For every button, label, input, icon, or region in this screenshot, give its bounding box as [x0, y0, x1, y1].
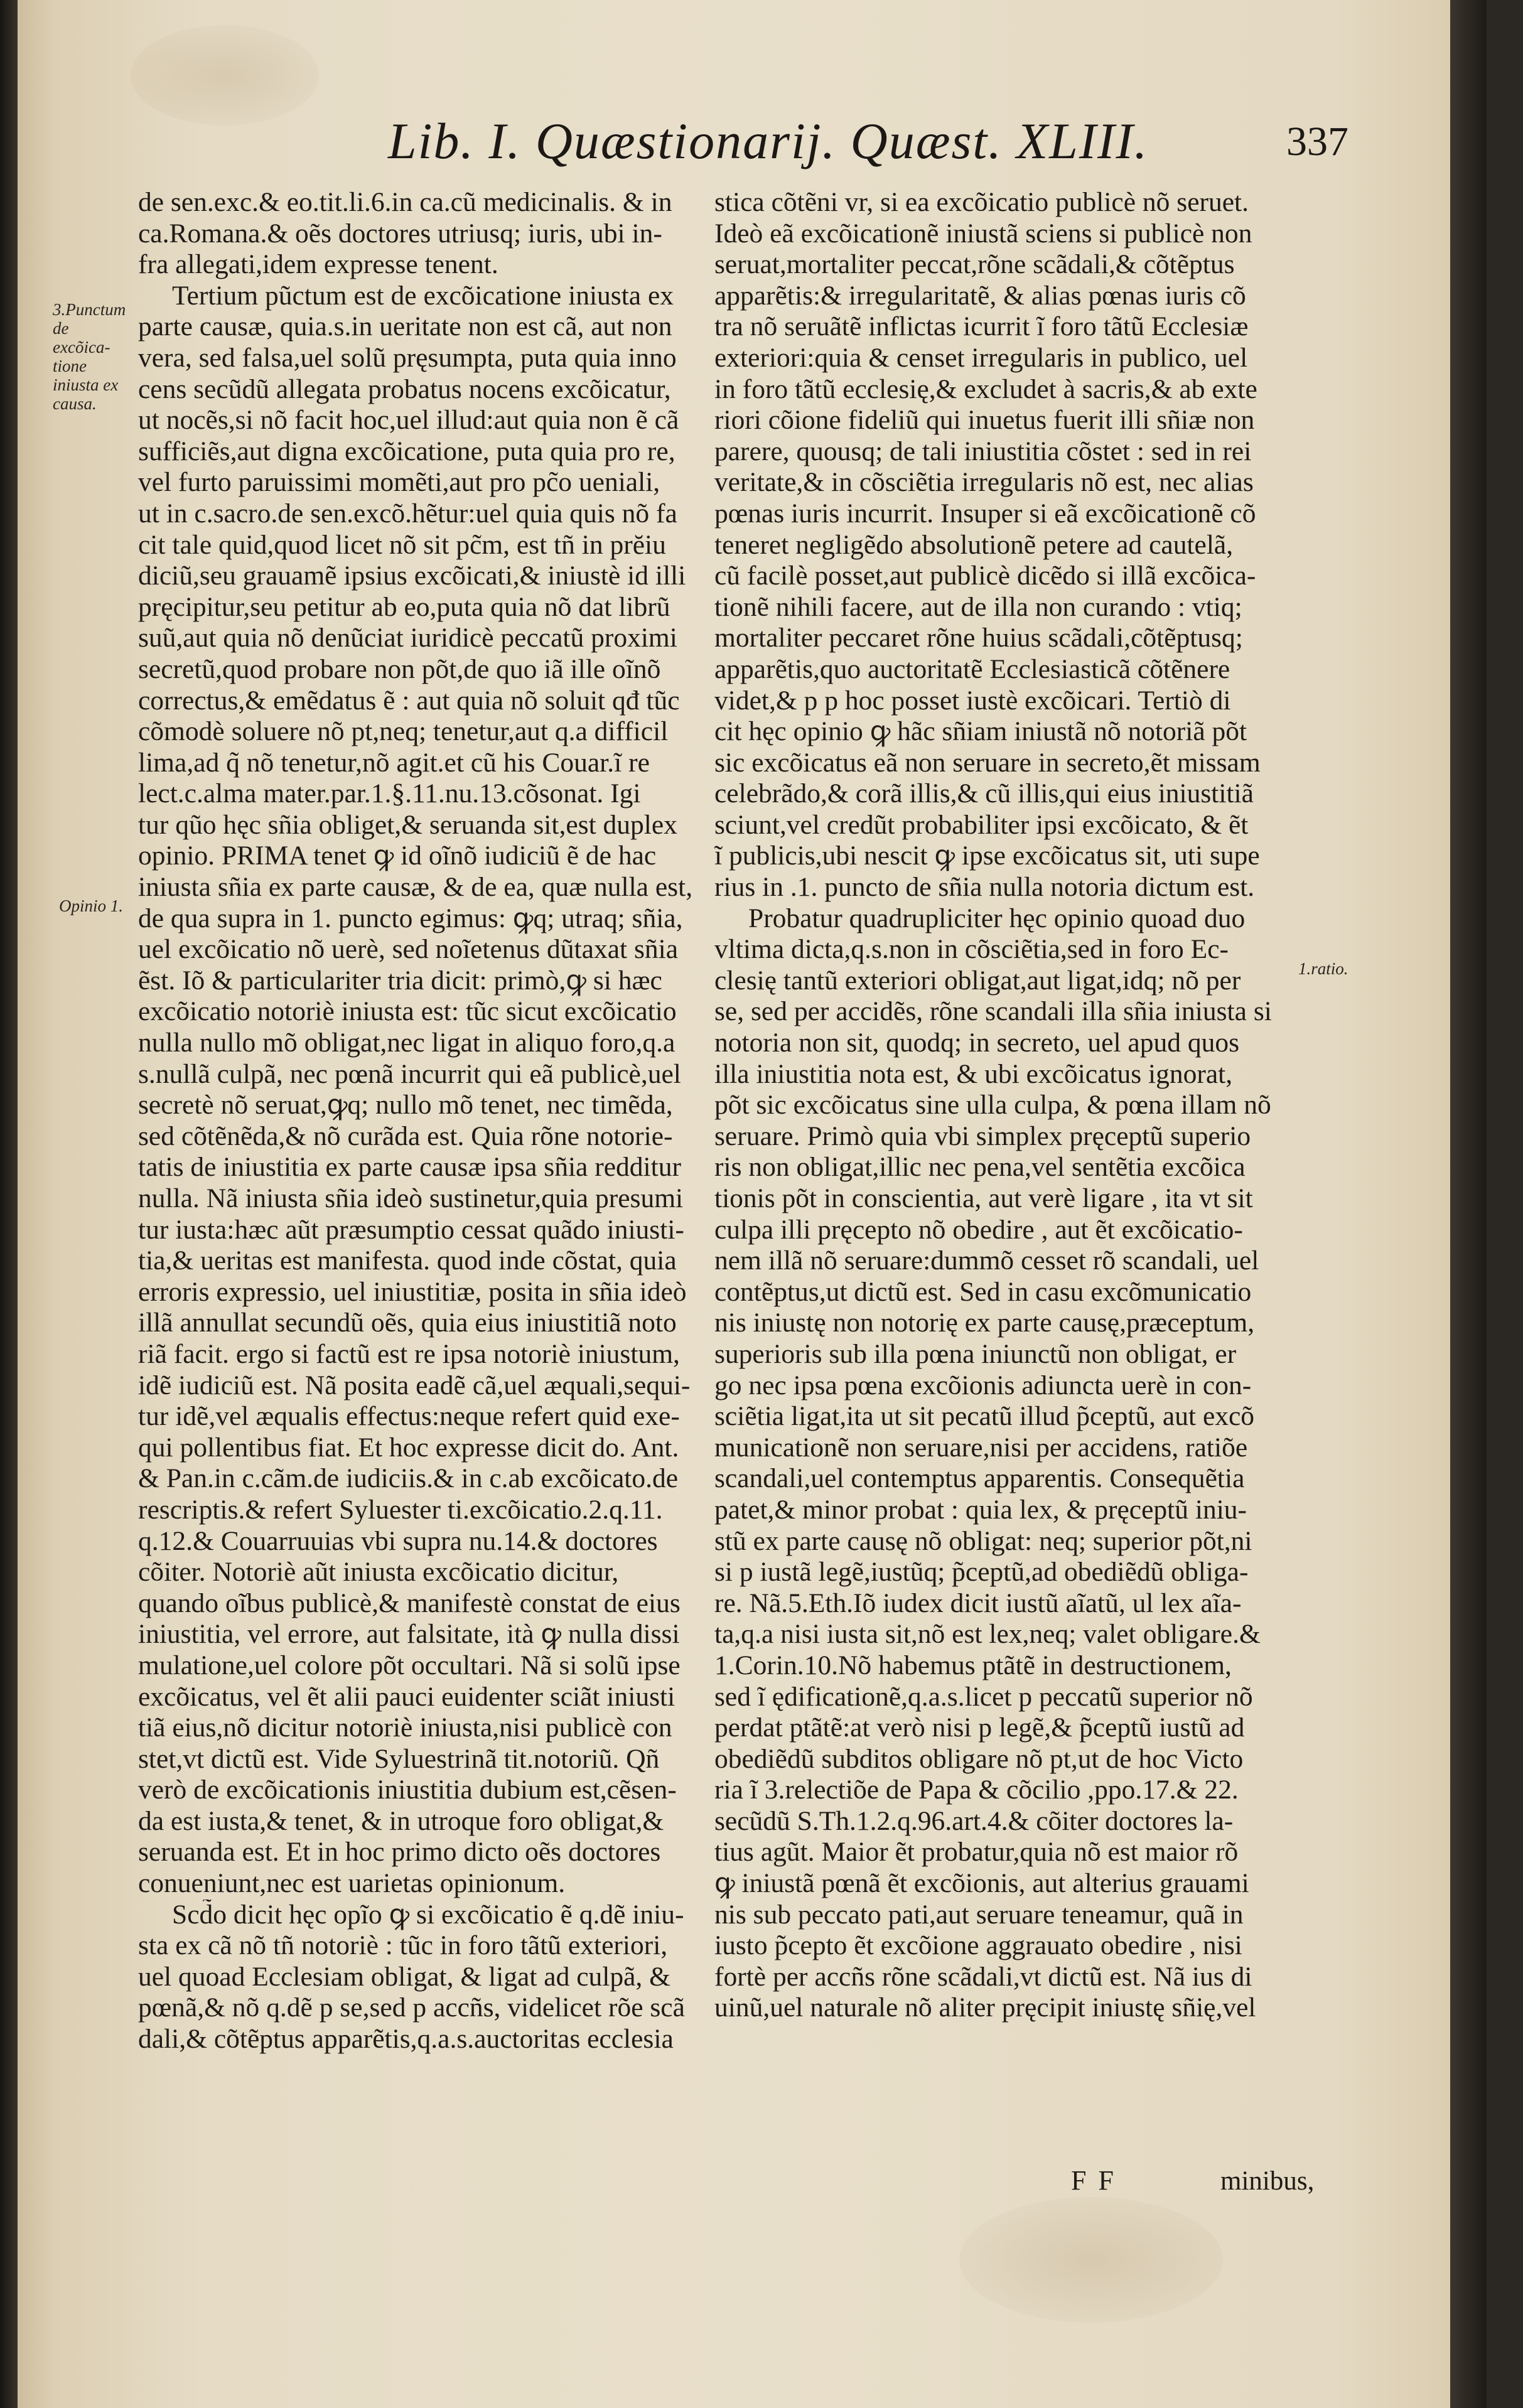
text-line: re. Nã.5.Eth.Iõ iudex dicit iustũ aĩatũ, ul lex aĩa- [714, 1588, 1242, 1618]
signature-mark: F F [1071, 2165, 1116, 2196]
text-line: quando oĩbus publicè,& manifestè constat de eius [138, 1588, 681, 1618]
text-line: qui pollentibus fiat. Et hoc expresse dicit do. Ant. [138, 1432, 679, 1463]
text-line: tionis põt in conscientia, aut verè ligare , ita vt sit [714, 1183, 1253, 1213]
text-line: opinio. PRIMA tenet ꝙ id oĩnõ iudiciũ ẽ de hac [138, 841, 657, 871]
text-line: sciunt,vel credũt probabiliter ipsi excõicato, & ẽt [714, 809, 1249, 840]
text-line: municationẽ non seruare,nisi per accidens, ratiõe [714, 1432, 1248, 1463]
text-line: correctus,& emẽdatus ẽ : aut quia nõ soluit qđ tũc [138, 685, 680, 716]
text-line: dali,& cõtẽptus apparẽtis,q.a.s.auctoritas ecclesia [138, 2024, 674, 2055]
text-line: sed cõtẽnẽda,& nõ curãda est. Quia rõne notorie- [138, 1121, 673, 1151]
book-page [18, 0, 1487, 2408]
text-line: Scd̃o dicit hęc opĩo ꝙ si excõicatio ẽ q.dẽ iniu- [172, 1899, 684, 1930]
text-line: cõiter. Notoriè aũt iniusta excõicatio dicitur, [138, 1557, 619, 1588]
text-line: ẽst. Iõ & particulariter tria dicit: primò,ꝙ si hæc [138, 965, 662, 996]
text-line: fra allegati,idem expresse tenent. [138, 249, 498, 280]
text-line: cens secũdũ allegata probatus nocens excõicatur, [138, 374, 671, 404]
running-title: Lib. I. Quæstionarij. Quæst. XLIII. [388, 112, 1149, 169]
text-line: pœnas iuris incurrit. Insuper si eã excõicationẽ cõ [714, 498, 1256, 529]
text-line: lima,ad q̃ nõ tenetur,nõ agit.et cũ his Couar.ĩ re [138, 747, 650, 778]
text-line: de qua supra in 1. puncto egimus: ꝙq; utraq; sñia, [138, 903, 683, 933]
text-line: diciũ,seu grauamẽ ipsius excõicati,& iniustè id illi [138, 561, 686, 591]
text-line: illã annullat secundũ oẽs, quia eius iniustitiã noto [138, 1308, 677, 1338]
text-line: sic excõicatus eã non seruare in secreto,ẽt missam [714, 747, 1261, 778]
paper-stain [959, 2197, 1223, 2323]
text-line: nulla. Nã iniusta sñia ideò sustinetur,quia presumi [138, 1183, 684, 1213]
margin-note-ratio: 1.ratio. [1298, 959, 1348, 978]
text-line: nis sub peccato pati,aut seruare teneamur, quã in [714, 1899, 1244, 1930]
text-line: iniustitia, vel errore, aut falsitate, ità ꝙ nulla dissi [138, 1619, 680, 1650]
text-line: teneret negligẽdo absolutionẽ petere ad cautelã, [714, 529, 1234, 560]
margin-note-punctum: 3.Punctum de excõicatione iniusta ex causa. [53, 300, 126, 413]
text-line: excõicatio notoriè iniusta est: tũc sicut excõicatio [138, 996, 677, 1027]
text-line: lect.c.alma mater.par.1.§.11.nu.13.cõsonat. Igi [138, 778, 641, 809]
text-line: riã facit. ergo si factũ est re ipsa notoriè iniustum, [138, 1338, 680, 1369]
text-line: pœnã,& nõ q.dẽ p se,sed p accñs, videlicet rõe scã [138, 1992, 685, 2023]
text-line: exteriori:quia & censet irregularis in publico, uel [714, 342, 1248, 373]
text-line: tius agũt. Maior ẽt probatur,quia nõ est maior rõ [714, 1837, 1239, 1868]
book-binding [0, 0, 18, 2408]
text-line: tur qũo hęc sñia obliget,& seruanda sit,est duplex [138, 809, 677, 840]
text-line: in foro tãtũ ecclesię,& excludet à sacris,& ab exte [714, 374, 1257, 404]
text-line: tur idẽ,vel æqualis effectus:neque refert quid exe- [138, 1401, 680, 1432]
paper-stain [131, 25, 319, 126]
text-line: seruare. Primò quia vbi simplex pręceptũ superio [714, 1121, 1251, 1151]
text-line: vera, sed falsa,uel solũ pręsumpta, puta quia inno [138, 342, 677, 373]
text-line: celebrãdo,& corã illis,& cũ illis,qui eius iniustitiã [714, 778, 1254, 809]
text-line: ris non obligat,illic nec pena,vel sentẽtia excõica [714, 1152, 1246, 1183]
text-line: Tertium pũctum est de excõicatione iniusta ex [172, 280, 674, 311]
text-line: uel quoad Ecclesiam obligat, & ligat ad culpã, & [138, 1961, 670, 1992]
text-line: notoria non sit, quodq; in secreto, uel apud quos [714, 1028, 1240, 1058]
text-line: verò de excõicationis iniustitia dubium est,cẽsen- [138, 1775, 677, 1805]
text-line: põt sic excõicatus sine ulla culpa, & pœna illam nõ [714, 1090, 1271, 1121]
text-line: ta,q.a nisi iusta sit,nõ est lex,neq; valet obligare.& [714, 1619, 1261, 1650]
text-line: superioris sub illa pœna iniunctũ non obligat, er [714, 1338, 1237, 1369]
text-line: & Pan.in c.cãm.de iudiciis.& in c.ab excõicato.de [138, 1463, 679, 1494]
text-line: ĩ publicis,ubi nescit ꝙ ipse excõicatus sit, uti supe [714, 841, 1260, 871]
text-line: si p iustã legẽ,iustũq; p̃ceptũ,ad obediẽdũ obliga- [714, 1557, 1249, 1588]
text-line: sufficiẽs,aut digna excõicatione, puta quia pro re, [138, 436, 675, 466]
text-line: excõicatus, vel ẽt alii pauci euidenter sciãt iniusti [138, 1681, 675, 1712]
text-line: se, sed per accidẽs, rõne scandali illa sñia iniusta si [714, 996, 1272, 1027]
text-line: mulatione,uel colore põt occultari. Nã si solũ ipse [138, 1650, 681, 1680]
text-line: culpa illi pręcepto nõ obedire , aut ẽt excõicatio- [714, 1214, 1243, 1245]
text-line: scandali,uel contemptus apparentis. Consequẽtia [714, 1463, 1245, 1494]
text-line: ria ĩ 3.relectiõe de Papa & cõcilio ,ppo.17.& 22. [714, 1775, 1239, 1805]
text-line: illa iniustitia nota est, & ubi excõicatus ignorat, [714, 1058, 1233, 1089]
text-line: de sen.exc.& eo.tit.li.6.in ca.cũ medicinalis. & in [138, 187, 672, 217]
text-line: vltima dicta,q.s.non in cõsciẽtia,sed in foro Ec- [714, 934, 1229, 965]
text-line: obediẽdũ subditos obligare nõ pt,ut de hoc Victo [714, 1743, 1244, 1774]
catchword: minibus, [1220, 2166, 1315, 2196]
text-line: uinũ,uel naturale nõ aliter pręcipit iniustę sñię,vel [714, 1992, 1256, 2023]
text-line: contẽptus,ut dictũ est. Sed in casu excõmunicatio [714, 1276, 1252, 1307]
text-line: rius in .1. puncto de sñia nulla notoria dictum est. [714, 872, 1255, 903]
text-line: stet,vt dictũ est. Vide Syluestrinã tit.notoriũ. Qñ [138, 1743, 660, 1774]
text-line: sed ĩ ędificationẽ,q.a.s.licet p peccatũ superior nõ [714, 1681, 1253, 1712]
text-line: cit hęc opinio ꝙ hãc sñiam iniustã nõ notoriã põt [714, 716, 1247, 747]
text-line: ut in c.sacro.de sen.excõ.hẽtur:uel quia quis nõ fa [138, 498, 677, 529]
margin-note-opinio: Opinio 1. [59, 896, 124, 915]
text-line: parte causæ, quia.s.in ueritate non est cã, aut non [138, 311, 672, 342]
text-line: 1.Corin.10.Nõ habemus ptãtẽ in destructionem, [714, 1650, 1232, 1680]
text-line: ca.Romana.& oẽs doctores utriusq; iuris, ubi in- [138, 218, 662, 249]
text-line: tionẽ nihili facere, aut de illa non curando : vtiq; [714, 591, 1242, 622]
text-line: rescriptis.& refert Syluester ti.excõicatio.2.q.11. [138, 1494, 663, 1525]
text-line: secretũ,quod probare non põt,de quo iã ille oĩnõ [138, 653, 661, 684]
text-line: iniusta sñia ex parte causæ, & de ea, quæ nulla est, [138, 872, 693, 903]
text-line: sciẽtia ligat,ita ut sit pecatũ illud p̃ceptũ, aut excõ [714, 1401, 1255, 1432]
text-line: mortaliter peccaret rõne huius scãdali,cõtẽptusq; [714, 623, 1243, 653]
text-line: iusto p̃cepto ẽt excõione aggrauato obedire , nisi [714, 1930, 1242, 1961]
left-text-column [138, 187, 722, 2133]
text-line: vel furto paruissimi momẽti,aut pro pc̃o ueniali, [138, 467, 660, 498]
text-line: seruanda est. Et in hoc primo dicto oẽs doctores [138, 1837, 661, 1868]
text-line: secũdũ S.Th.1.2.q.96.art.4.& cõiter doctores la- [714, 1805, 1234, 1836]
text-line: go nec ipsa pœna excõionis adiuncta uerè in con- [714, 1370, 1252, 1400]
text-line: nem illã nõ seruare:dummõ cesset rõ scandali, uel [714, 1245, 1259, 1276]
text-line: parere, quousq; de tali iniustitia cõstet : sed in rei [714, 436, 1252, 466]
text-line: Probatur quadrupliciter hęc opinio quoad duo [748, 903, 1246, 933]
text-line: apparẽtis:& irregularitatẽ, & alias pœnas iuris cõ [714, 280, 1246, 311]
text-line: apparẽtis,quo auctoritatẽ Ecclesiasticã cõtẽnere [714, 653, 1230, 684]
text-line: clesię tantũ exteriori obligat,aut ligat,idq; nõ per [714, 965, 1241, 996]
text-line: veritate,& in cõsciẽtia irregularis nõ est, nec alias [714, 467, 1254, 498]
text-line: videt,& p p hoc posset iustè excõicari. Tertiò di [714, 685, 1231, 716]
page-number: 337 [1286, 119, 1348, 164]
text-line: nulla nullo mõ obligat,nec ligat in aliquo foro,q.a [138, 1028, 675, 1058]
text-line: stica cõtẽni vr, si ea excõicatio publicè nõ seruet. [714, 187, 1249, 217]
text-line: ut nocẽs,si nõ facit hoc,uel illud:aut quia non ẽ cã [138, 405, 679, 436]
text-line: cit tale quid,quod licet nõ sit pc̃m, est tñ in prĕiu [138, 529, 666, 560]
right-text-column [714, 187, 1318, 2133]
text-line: cũ facilè posset,aut publicè dicẽdo si illã excõica- [714, 561, 1256, 591]
text-line: sta ex cã nõ tñ notoriè : tũc in foro tãtũ exteriori, [138, 1930, 668, 1961]
text-line: Ideò eã excõicationẽ iniustã sciens si publicè non [714, 218, 1252, 249]
text-line: tatis de iniustitia ex parte causæ ipsa sñia redditur [138, 1152, 681, 1183]
text-line: riori cõione fideliũ qui inuetus fuerit illi sñiæ non [714, 405, 1255, 436]
text-line: tia,& ueritas est manifesta. quod inde cõstat, quia [138, 1245, 677, 1276]
text-line: ꝙ iniustã pœnã ẽt excõionis, aut alterius grauami [714, 1868, 1249, 1899]
text-line: conueniunt,nec est uarietas opinionum. [138, 1868, 566, 1899]
text-line: secretè nõ seruat,ꝙq; nullo mõ tenet, nec timẽda, [138, 1090, 673, 1121]
text-line: q.12.& Couarruuias vbi supra nu.14.& doctores [138, 1525, 658, 1556]
text-line: patet,& minor probat : quia lex, & pręceptũ iniu- [714, 1494, 1247, 1525]
running-header [369, 112, 1355, 181]
text-line: tiã eius,nõ dicitur notoriè iniusta,nisi publicè con [138, 1712, 672, 1743]
text-line: stũ ex parte causę nõ obligat: neq; superior põt,ni [714, 1525, 1252, 1556]
page-edge-shadow [1450, 0, 1487, 2408]
text-line: cõmodè soluere nõ pt,neq; tenetur,aut q.a difficil [138, 716, 669, 747]
text-line: tur iusta:hæc aũt præsumptio cessat quãdo iniusti- [138, 1214, 684, 1245]
text-line: seruat,mortaliter peccat,rõne scãdali,& cõtẽptus [714, 249, 1235, 280]
text-line: pręcipitur,seu petitur ab eo,puta quia nõ dat librũ [138, 591, 670, 622]
text-line: da est iusta,& tenet, & in utroque foro obligat,& [138, 1805, 664, 1836]
text-line: suũ,aut quia nõ denũciat iuridicè peccatũ proximi [138, 623, 677, 653]
text-line: fortè per accñs rõne scãdali,vt dictũ est. Nã ius di [714, 1961, 1252, 1992]
text-line: idẽ iudiciũ est. Nã posita eadẽ cã,uel æquali,sequi- [138, 1370, 691, 1400]
text-line: uel excõicatio nõ uerè, sed noĩetenus dũtaxat sñia [138, 934, 679, 965]
text-line: perdat ptãtẽ:at verò nisi p legẽ,& p̃ceptũ iustũ ad [714, 1712, 1245, 1743]
text-line: nis iniustę non notorię ex parte causę,præceptum, [714, 1308, 1255, 1338]
text-line: erroris expressio, uel iniustitiæ, posita in sñia ideò [138, 1276, 687, 1307]
text-line: s.nullã culpã, nec pœnã incurrit qui eã publicè,uel [138, 1058, 681, 1089]
text-line: tra nõ seruãtẽ inflictas icurrit ĩ foro tãtũ Ecclesiæ [714, 311, 1249, 342]
